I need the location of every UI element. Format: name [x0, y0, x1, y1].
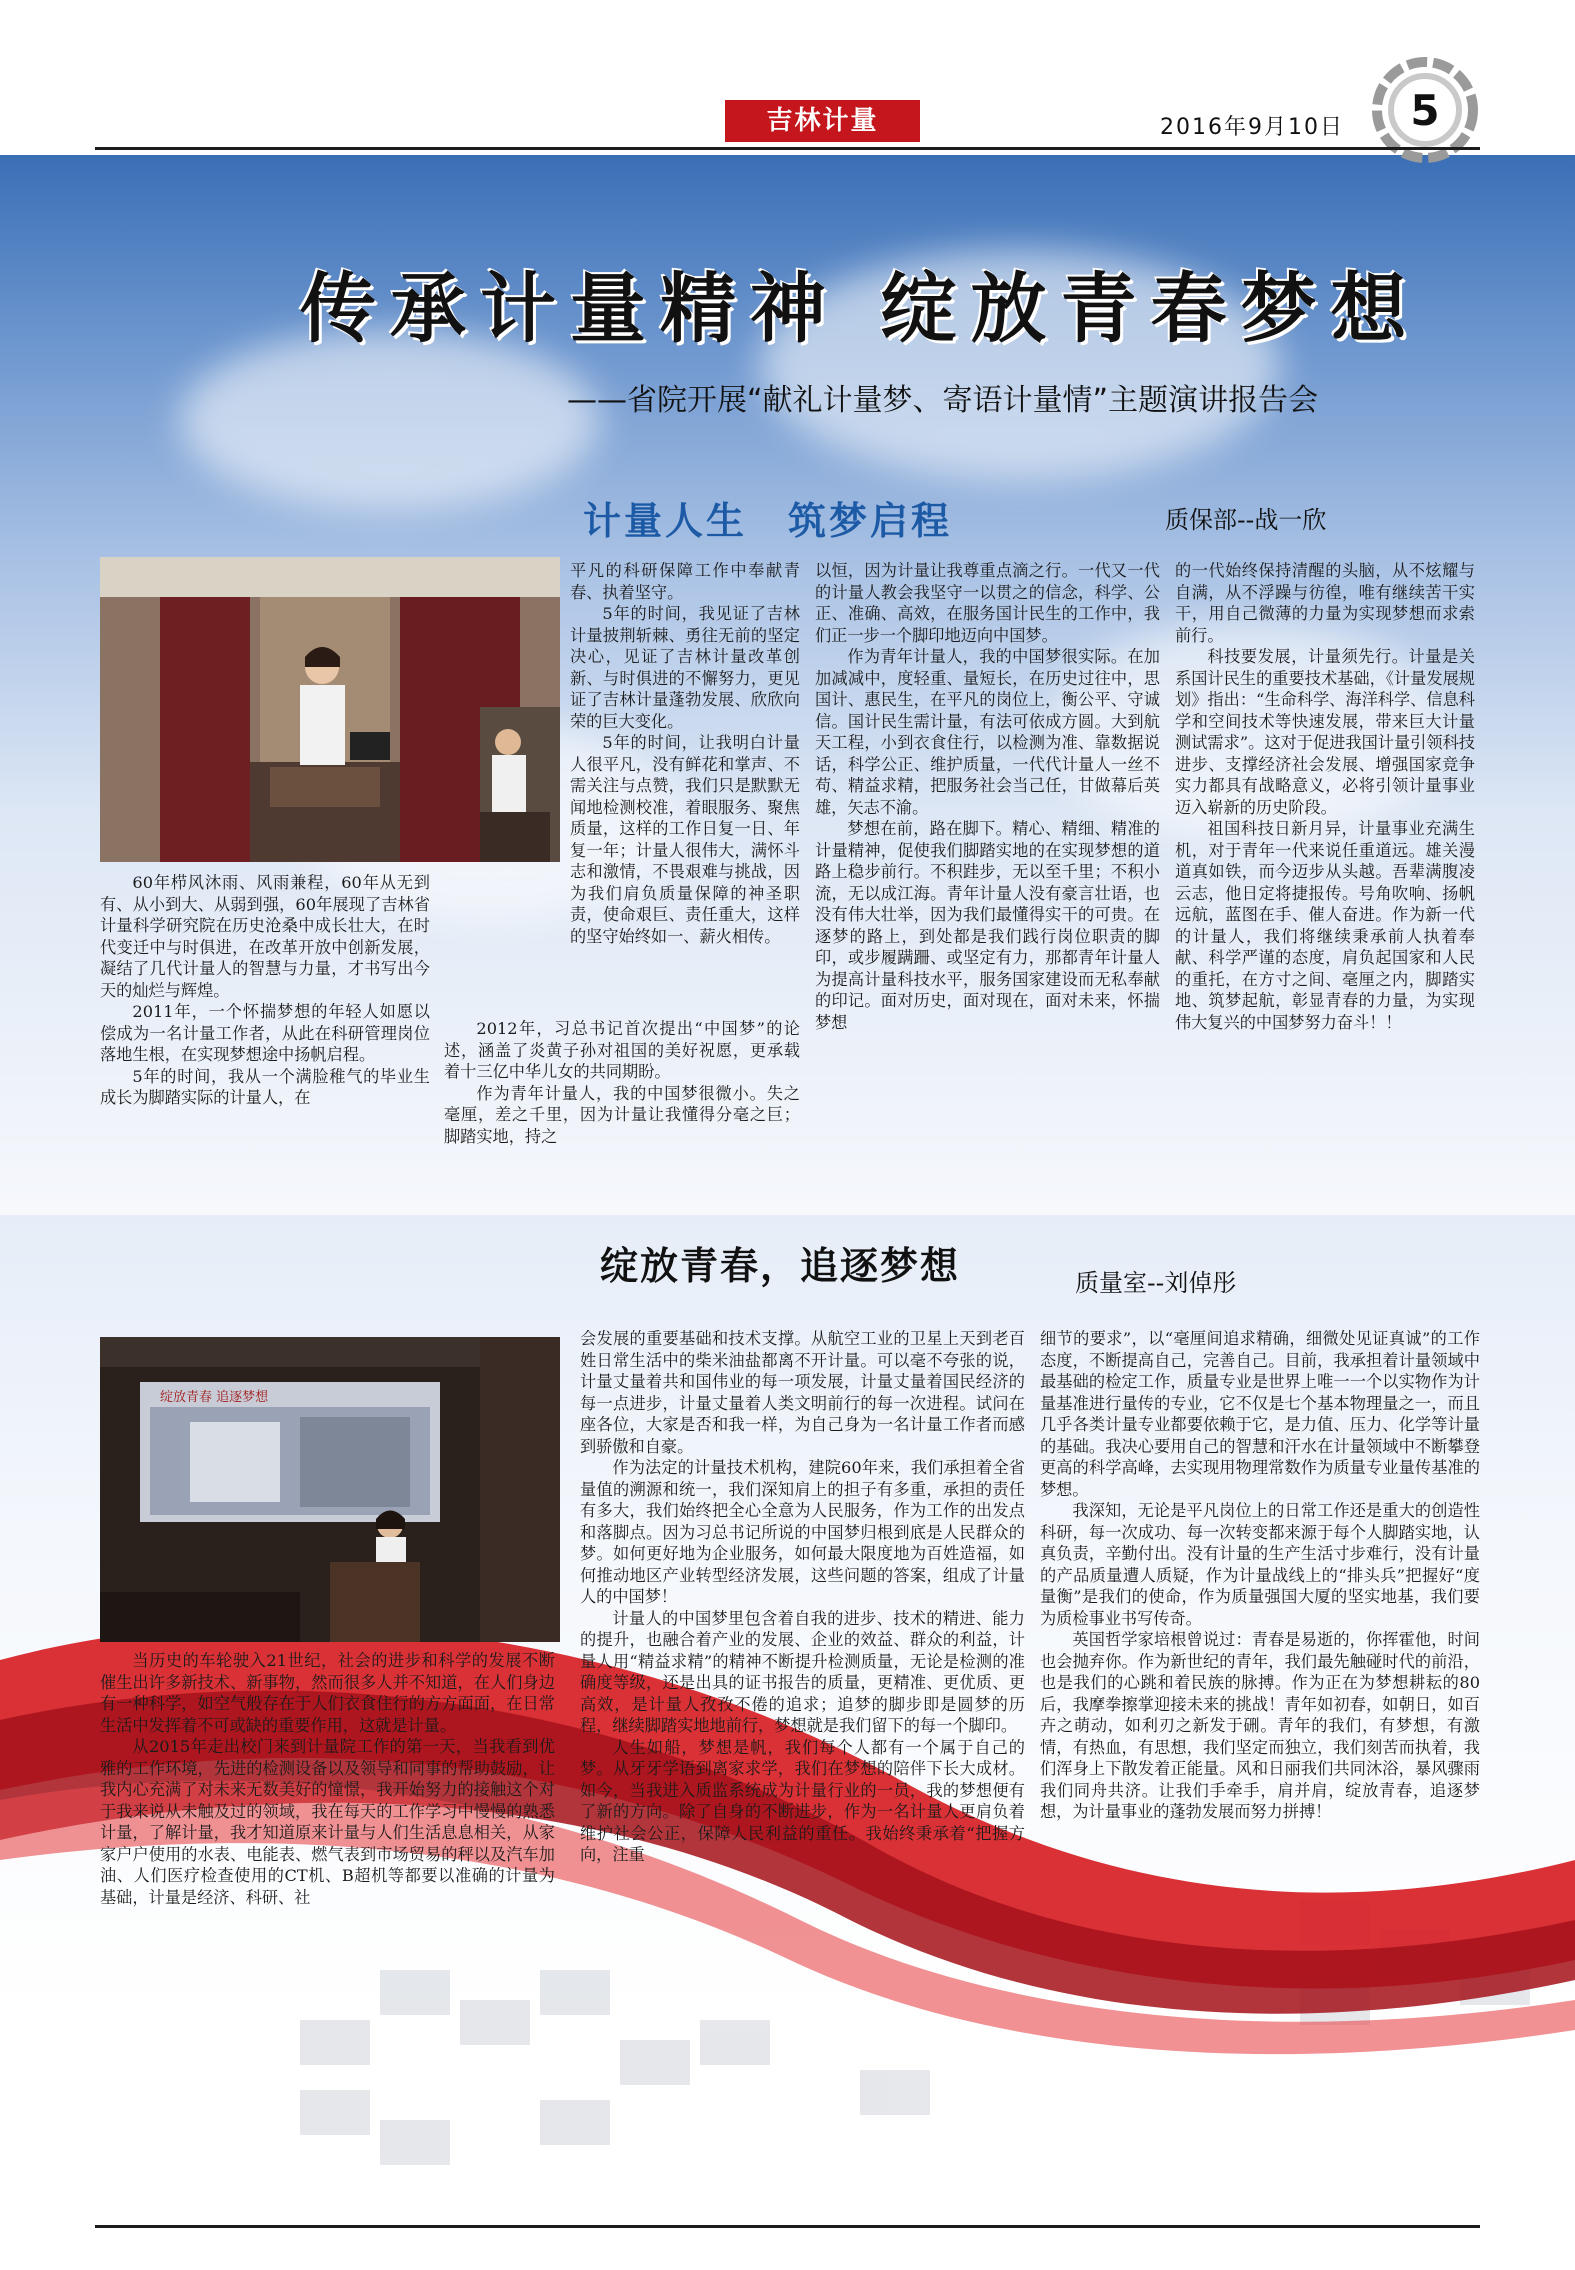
paragraph: 梦想在前，路在脚下。精心、精细、精准的计量精神，促使我们脚踏实地的在实现梦想的道路上稳步前行。不积跬步，无以至千里；不积小流，无以成江海。青年计量人没有豪言壮语，也没有伟大壮举，因为我们最懂得实干的可贵。在逐梦的路上，到处都是我们践行岗位职责的脚印，或步履蹒跚、或坚定有力，那都青年计量人为提高计量科技水平，服务国家建设而无私奉献的印记。面对历史，面对现在，面对未来，怀揣梦想: [815, 819, 1160, 1032]
paragraph: 我深知，无论是平凡岗位上的日常工作还是重大的创造性科研，每一次成功、每一次转变都来源于每个人脚踏实地，认真负责，辛勤付出。没有计量的生产生活寸步难行，没有计量的产品质量遭人质疑，作为计量战线上的“排头兵”把握好“度量衡”是我们的使命，作为质量强国大厦的坚实地基，我们要为质检事业书写传奇。: [1040, 1501, 1480, 1628]
footer-rule: [95, 2225, 1480, 2228]
paragraph: 60年栉风沐雨、风雨兼程，60年从无到有、从小到大、从弱到强，60年展现了吉林省计量科学研究院在历史沧桑中成长壮大，在时代变迁中与时俱进，在改革开放中创新发展，凝结了几代计量人的智慧与力量，才书写出今天的灿烂与辉煌。: [100, 873, 430, 1000]
paragraph: 当历史的车轮驶入21世纪，社会的进步和科学的发展不断催生出许多新技术、新事物，然而很多人并不知道，在人们身边有一种科学，如空气般存在于人们衣食住行的方方面面，在日常生活中发挥着不可或缺的重要作用，这就是计量。: [100, 1651, 555, 1735]
paragraph: 2012年，习总书记首次提出“中国梦”的论述，涵盖了炎黄子孙对祖国的美好祝愿，更承载着十三亿中华儿女的共同期盼。: [444, 1019, 800, 1081]
page-subtitle: ——省院开展“献礼计量梦、寄语计量情”主题演讲报告会: [567, 383, 1319, 418]
paragraph: 的一代始终保持清醒的头脑，从不炫耀与自满，从不浮躁与彷徨，唯有继续苦干实干，用自己微薄的力量为实现梦想而求索前行。: [1175, 561, 1475, 645]
paragraph: 5年的时间，我见证了吉林计量披荆斩棘、勇往无前的坚定决心，见证了吉林计量改革创新、与时俱进的不懈努力，更见证了吉林计量蓬勃发展、欣欣向荣的巨大变化。: [570, 604, 800, 731]
section2-column-3: [1040, 1328, 1480, 1823]
header-rule: [95, 147, 1480, 150]
screen-slide-text: 绽放青春 追逐梦想: [160, 1390, 269, 1405]
section2-title: 绽放青春，追逐梦想: [600, 1244, 961, 1288]
section1-column-4: [1175, 560, 1475, 1033]
paragraph: 以恒，因为计量让我尊重点滴之行。一代又一代的计量人教会我坚守一以贯之的信念，科学、公正、准确、高效，在服务国计民生的工作中，我们正一步一个脚印地迈向中国梦。: [815, 561, 1160, 645]
section2-byline: 质量室--刘倬彤: [1075, 1269, 1237, 1297]
section1-byline: 质保部--战一欣: [1165, 506, 1327, 534]
paragraph: 平凡的科研保障工作中奉献青春、执着坚守。: [570, 561, 800, 602]
paragraph: 计量人的中国梦里包含着自我的进步、技术的精进、能力的提升，也融合着产业的发展、企业的效益、群众的利益，计量人用“精益求精”的精神不断提升检测质量，无论是检测的准确度等级，还是出具的证书报告的质量，更精准、更优质、更高效，是计量人孜孜不倦的追求；追梦的脚步即是圆梦的历程，继续脚踏实地地前行，梦想就是我们留下的每一个脚印。: [580, 1608, 1025, 1735]
speaker-photo-2: [100, 1337, 560, 1642]
paragraph: 从2015年走出校门来到计量院工作的第一天，当我看到优雅的工作环境，先进的检测设备以及领导和同事的帮助鼓励，让我内心充满了对未来无数美好的憧憬，我开始努力的接触这个对于我来说从未触及过的领域，我在每天的工作学习中慢慢的熟悉计量，了解计量，我才知道原来计量与人们生活息息相关，从家家户户使用的水表、电能表、燃气表到市场贸易的秤以及汽车加油、人们医疗检查使用的CT机、B超机等都要以准确的计量为基础，计量是经济、科研、社: [100, 1737, 555, 1907]
paragraph: 会发展的重要基础和技术支撑。从航空工业的卫星上天到老百姓日常生活中的柴米油盐都离不开计量。可以毫不夸张的说，计量丈量着共和国伟业的每一项发展，计量丈量着国民经济的每一点进步，计量丈量着人类文明前行的每一次进程。试问在座各位，大家是否和我一样，为自己身为一名计量工作者而感到骄傲和自豪。: [580, 1329, 1025, 1456]
paragraph: 人生如船，梦想是帆，我们每个人都有一个属于自己的梦。从牙牙学语到离家求学，我们在梦想的陪伴下长大成材。如今，当我进入质监系统成为计量行业的一员，我的梦想便有了新的方向。除了自身的不断进步，作为一名计量人更肩负着维护社会公正，保障人民利益的重任。我始终秉承着“把握方向，注重: [580, 1737, 1025, 1864]
paragraph: 英国哲学家培根曾说过：青春是易逝的，你挥霍他，时间也会抛弃你。作为新世纪的青年，我们最先触碰时代的前沿，也是我们的心跳和着民族的脉搏。作为正在为梦想耕耘的80后，我摩拳擦掌迎接未来的挑战！青年如初春，如朝日，如百卉之萌动，如利刃之新发于硎。青年的我们，有梦想，有激情，有热血，有思想，我们坚定而独立，我们刻苦而执着，我们浑身上下散发着正能量。风和日丽我们共同沐浴，暴风骤雨我们同舟共济。让我们手牵手，肩并肩，绽放青春，追逐梦想，为计量事业的蓬勃发展而努力拼搏！: [1040, 1630, 1480, 1821]
section1-column-2a: [570, 560, 800, 947]
paragraph: 祖国科技日新月异，计量事业充满生机，对于青年一代来说任重道远。雄关漫道真如铁，而今迈步从头越。吾辈满腹凌云志，他日定将捷报传。号角吹响、扬帆远航，蓝图在手、催人奋进。作为新一代的计量人，我们将继续秉承前人执着奉献、科学严谨的态度，肩负起国家和人民的重托，在方寸之间、毫厘之内，脚踏实地、筑梦起航，彰显青春的力量，为实现伟大复兴的中国梦努力奋斗！！: [1175, 819, 1475, 1032]
cloud-decoration: [180, 330, 600, 510]
speaker-photo-1: [100, 557, 560, 862]
issue-date: 2016年9月10日: [1160, 115, 1344, 140]
paragraph: 细节的要求”，以“毫厘间追求精确，细微处见证真诚”的工作态度，不断提高自己，完善自己。目前，我承担着计量领域中最基础的检定工作，质量专业是世界上唯一一个以实物作为计量基准进行量传的专业，它不仅是七个基本物理量之一，而且几乎各类计量专业都要依赖于它，是力值、压力、化学等计量的基础。我决心要用自己的智慧和汗水在计量领域中不断攀登更高的科学高峰，去实现用物理常数作为质量专业量传基准的梦想。: [1040, 1329, 1480, 1499]
paragraph: 5年的时间，我从一个满脸稚气的毕业生成长为脚踏实际的计量人，在: [100, 1066, 430, 1107]
section2-column-2: [580, 1328, 1025, 1866]
paragraph: 科技要发展，计量须先行。计量是关系国计民生的重要技术基础，《计量发展规划》指出：“生命科学、海洋科学、信息科学和空间技术等快速发展，带来巨大计量测试需求”。这对于促进我国计量引领科技进步、支撑经济社会发展、增强国家竞争实力都具有战略意义，必将引领计量事业迈入崭新的历史阶段。: [1175, 647, 1475, 817]
paragraph: 5年的时间，让我明白计量人很平凡，没有鲜花和掌声、不需关注与点赞，我们只是默默无闻地检测校准，着眼服务、聚焦质量，这样的工作日复一日、年复一年；计量人很伟大，满怀斗志和激情，不畏艰难与挑战，因为我们肩负质量保障的神圣职责，使命艰巨、责任重大，这样的坚守始终如一、薪火相传。: [570, 733, 800, 946]
section1-column-2b: [444, 1018, 800, 1147]
section1-title: 计量人生 筑梦启程: [583, 499, 953, 543]
paragraph: 作为青年计量人，我的中国梦很实际。在加加减减中，度轻重、量短长，在历史过往中，思国计、惠民生，在平凡的岗位上，衡公平、守诚信。国计民生需计量，有法可依成方圆。大到航天工程，小到衣食住行，以检测为准、靠数据说话，科学公正、维护质量，一代代计量人一丝不苟、精益求精，把服务社会当己任，甘做幕后英雄，矢志不渝。: [815, 647, 1160, 817]
paragraph: 作为青年计量人，我的中国梦很微小。失之毫厘，差之千里，因为计量让我懂得分毫之巨；脚踏实地，持之: [444, 1083, 800, 1146]
masthead-logo: 吉林计量: [725, 100, 920, 142]
paragraph: 作为法定的计量技术机构，建院60年来，我们承担着全省量值的溯源和统一，我们深知肩上的担子有多重，承担的责任有多大，我们始终把全心全意为人民服务，作为工作的出发点和落脚点。因为习总书记所说的中国梦归根到底是人民群众的梦。如何更好地为企业服务，如何最大限度地为百姓造福，如何推动地区产业转型经济发展，这些问题的答案，组成了计量人的中国梦！: [580, 1458, 1025, 1606]
paragraph: 2011年，一个怀揣梦想的年轻人如愿以偿成为一名计量工作者，从此在科研管理岗位落地生根，在实现梦想途中扬帆启程。: [100, 1002, 430, 1064]
section2-column-1: [100, 1650, 555, 1908]
page-title: 传承计量精神 绽放青春梦想: [300, 264, 1421, 353]
section1-column-3: [815, 560, 1160, 1033]
section1-column-1: [100, 872, 430, 1109]
page-number: 5: [1410, 86, 1440, 135]
